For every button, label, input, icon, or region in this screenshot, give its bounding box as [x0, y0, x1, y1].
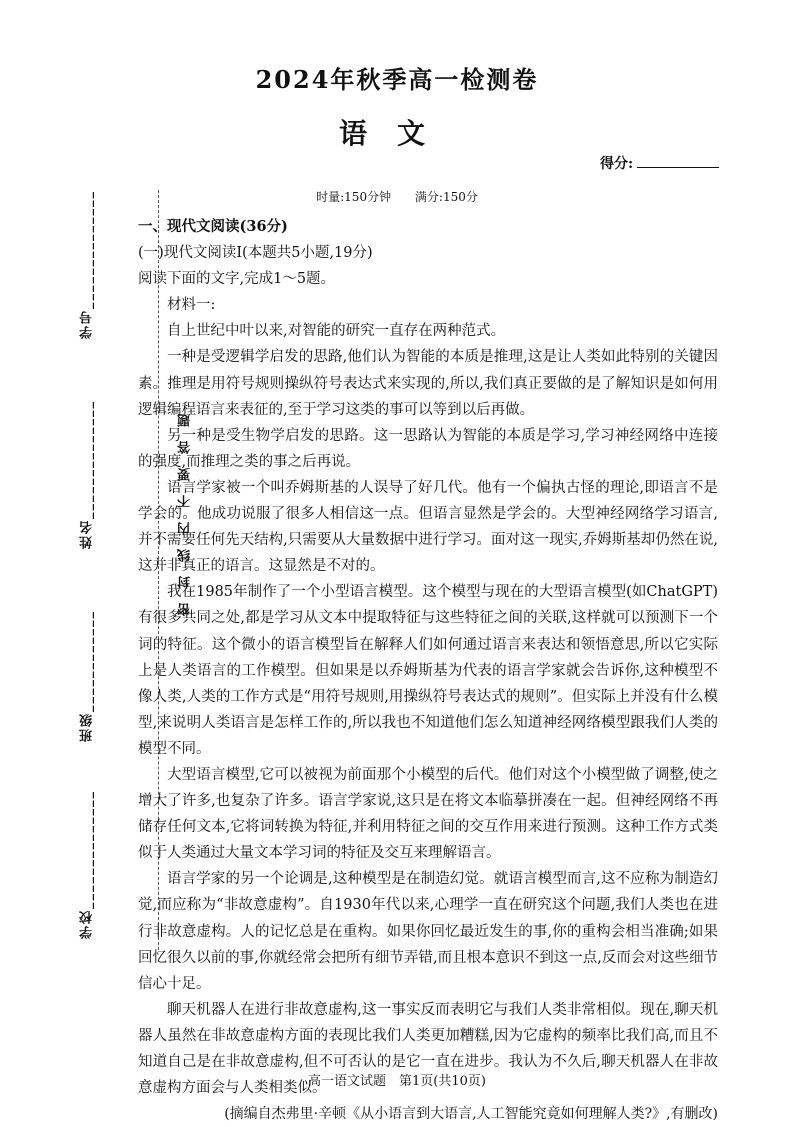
score-field — [600, 153, 719, 173]
material-label: 材料一: — [167, 297, 216, 314]
paragraph: 大型语言模型,它可以被视为前面那个小模型的后代。他们对这个小模型做了调整,使之增大了许多,也复杂了许多。语言学家说,这只是在将文本临摹拼凑在一起。但神经网络不再储存任何文本,它将词转换为特征,并利用特征之间的交互作用来进行预测。这种工作方式类似于人类通过大量文本学习词的特征及交互来理解语言。 — [138, 766, 718, 862]
paragraph: 我在1985年制作了一个小型语言模型。这个模型与现在的大型语言模型(如ChatGPT)有很多共同之处,都是学习从文本中提取特征与这些特征之间的关联,这样就可以预测下一个词的特征。这个微小的语言模型旨在解释人们如何通过语言来表达和领悟意思,所以它实际上是人类语言的工作模型。但如果是以乔姆斯基为代表的语言学家就会告诉你,这种模型不像人类,人类的工作方式是“用符号规则,用操纵符号表达式的规则”。但实际上并没有什么模型,来说明人类语言是怎样工作的,所以我也不知道他们怎么知道神经网络模型跟我们人类的模型不同。 — [138, 584, 718, 757]
seal-warning-text: 密封线内不要答题 — [178, 400, 193, 616]
paragraph: 一种是受逻辑学启发的思路,他们认为智能的本质是推理,这是让人类如此特别的关键因素。推理是用符号规则操纵符号表达式来实现的,所以,我们真正要做的是了解知识是如何用逻辑编程语言来表征的,至于学习这类的事可以等到以后再做。 — [138, 349, 718, 418]
paragraph: 自上世纪中叶以来,对智能的研究一直存在两种范式。 — [167, 323, 506, 340]
exam-subject: 语文 — [338, 117, 455, 150]
student-no-label: 学号______________ — [80, 190, 95, 339]
score-blank — [637, 153, 719, 168]
sub-heading: (一)现代文阅读Ⅰ(本题共5小题,19分) — [138, 245, 373, 262]
school-label: 学校______________ — [80, 790, 95, 939]
section-heading: 一、现代文阅读(36分) — [138, 218, 288, 235]
exam-total: 满分:150分 — [414, 190, 478, 204]
source-citation: (摘编自杰弗里·辛顿《从小语言到大语言,人工智能究竟如何理解人类?》,有删改) — [224, 1106, 718, 1123]
instruction: 阅读下面的文字,完成1～5题。 — [138, 271, 336, 288]
exam-time: 时量:150分钟 — [316, 190, 392, 204]
paragraph: 语言学家的另一个论调是,这种模型是在制造幻觉。就语言模型而言,这不应称为制造幻觉,而应称为“非故意虚构”。自1930年代以来,心理学一直在研究这个问题,我们人类也在进行非故意虚构。人的记忆总是在重构。如果你回忆最近发生的事,你的重构会相当准确;如果回忆很久以前的事,你就经常会把所有细节弄错,而且根本意识不到这一点,反而会对这些细节信心十足。 — [138, 871, 718, 992]
paragraph: 另一种是受生物学启发的思路。这一思路认为智能的本质是学习,学习神经网络中连接的强度,而推理之类的事之后再说。 — [138, 427, 718, 470]
score-label: 得分: — [600, 156, 634, 172]
paragraph: 语言学家被一个叫乔姆斯基的人误导了好几代。他有一个偏执古怪的理论,即语言不是学会的。他成功说服了很多人相信这一点。但语言显然是学会的。大型神经网络学习语言,并不需要任何先天结构,只需要从大量数据中进行学习。面对这一现实,乔姆斯基却仍然在说,这并非真正的语言。这显然是不对的。 — [138, 479, 718, 575]
exam-meta — [0, 188, 794, 205]
paragraph: 聊天机器人在进行非故意虚构,这一事实反而表明它与我们人类非常相似。现在,聊天机器人虽然在非故意虚构方面的表现比我们人类更加糟糕,因为它虚构的频率比我们高,而且不知道自己是在非故意虚构,但不可否认的是它一直在进步。我认为不久后,聊天机器人在非故意虚构方面会与人类相类似。 — [138, 1001, 718, 1097]
exam-title: 2024年秋季高一检测卷 — [255, 65, 539, 94]
reading-content — [138, 214, 718, 1127]
class-label: 班级____________ — [80, 610, 95, 742]
page-footer: 高一语文试题 第1页(共10页) — [308, 1074, 486, 1089]
name-label: 姓名______________ — [80, 400, 95, 549]
